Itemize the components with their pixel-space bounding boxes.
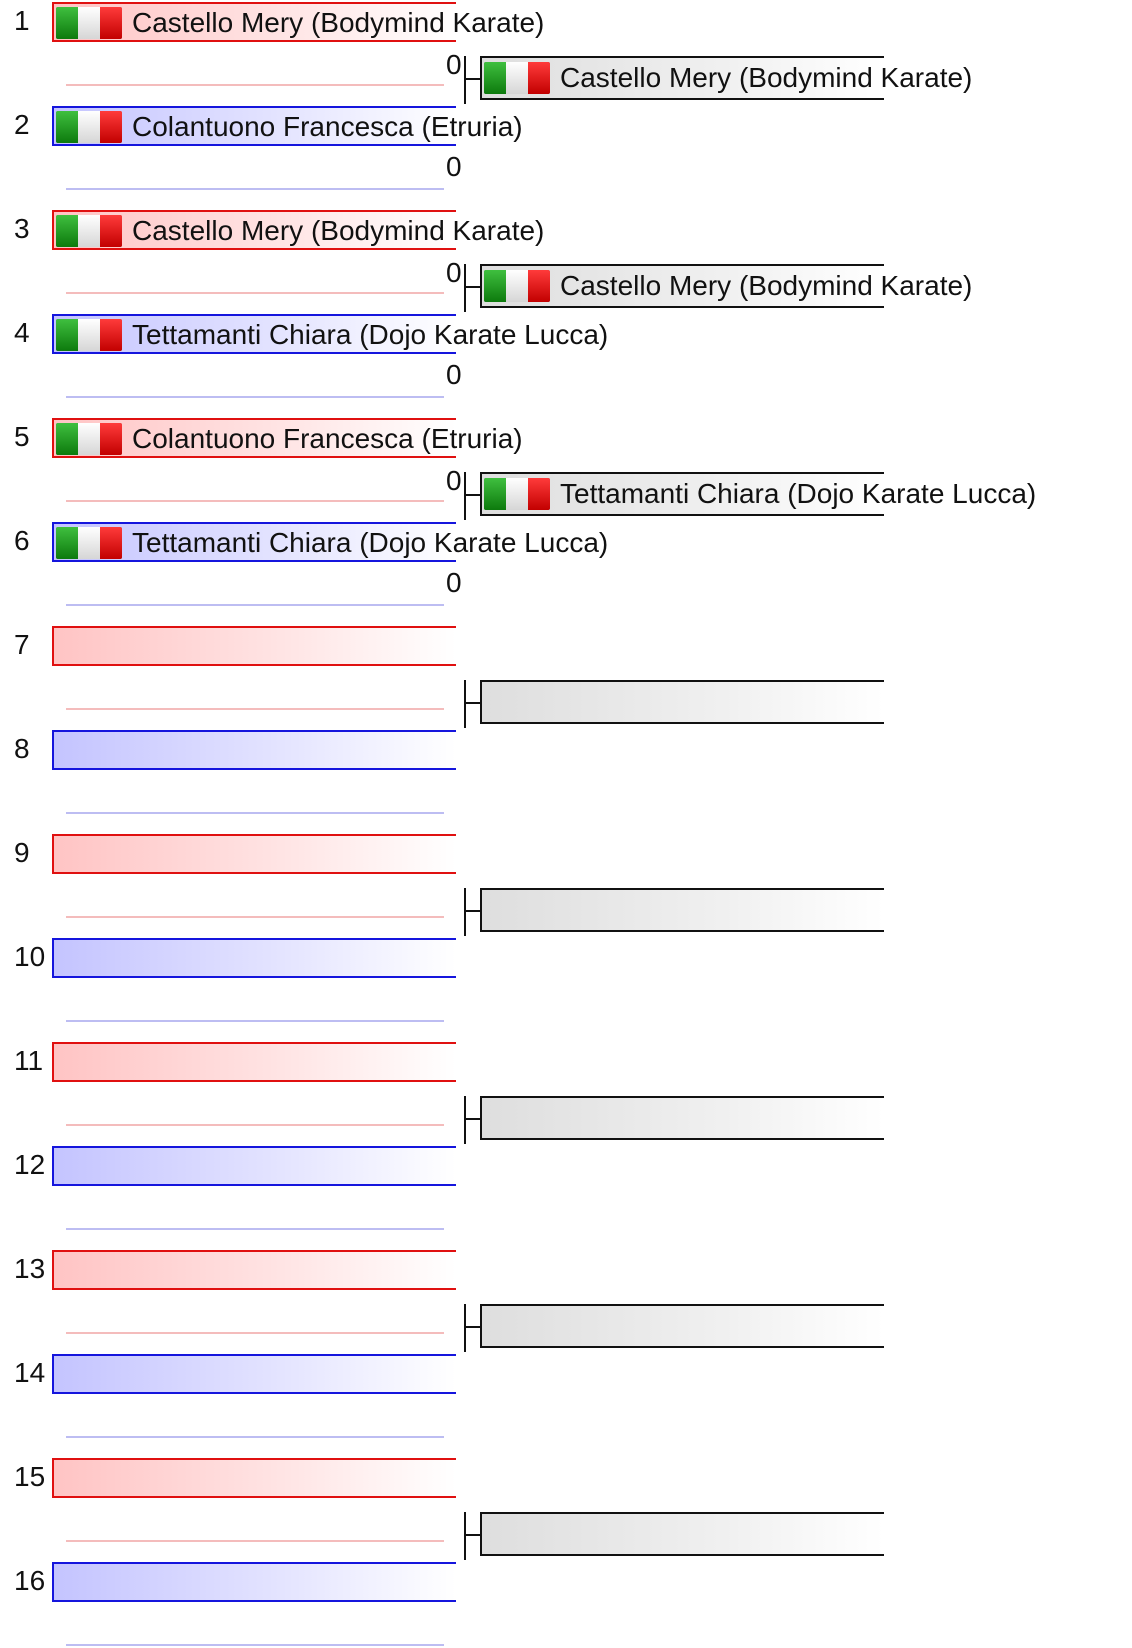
italy-flag-icon [56, 423, 122, 455]
divider [66, 1644, 444, 1646]
divider [66, 1228, 444, 1230]
aka-competitor-slot[interactable] [52, 418, 523, 458]
competitor-name: Colantuono Francesca (Etruria) [132, 111, 523, 142]
divider [66, 1540, 444, 1542]
aka-competitor-slot[interactable] [52, 1458, 456, 1498]
bracket-connector [464, 1512, 466, 1560]
match-winner-slot[interactable] [480, 472, 1037, 516]
ao-competitor-slot[interactable] [52, 730, 456, 770]
italy-flag-icon [56, 319, 122, 351]
bracket-connector-tick [466, 1118, 480, 1120]
bracket-connector [464, 1304, 466, 1352]
divider [66, 1436, 444, 1438]
seed-number: 8 [14, 733, 30, 764]
match-winner-slot[interactable] [480, 680, 884, 724]
aka-competitor-slot[interactable] [52, 210, 545, 250]
ao-competitor-slot[interactable] [52, 938, 456, 978]
seed-number: 10 [14, 941, 46, 972]
seed-number: 5 [14, 421, 30, 452]
match-winner-slot[interactable] [480, 1096, 884, 1140]
divider [66, 500, 444, 502]
ao-competitor-slot[interactable] [52, 314, 609, 354]
aka-competitor-slot[interactable] [52, 626, 456, 666]
bracket-connector-tick [466, 702, 480, 704]
divider [66, 84, 444, 86]
divider [66, 708, 444, 710]
ao-competitor-slot[interactable] [52, 1354, 456, 1394]
seed-number: 12 [14, 1149, 46, 1180]
winner-name: Castello Mery (Bodymind Karate) [560, 62, 973, 93]
seed-number: 11 [14, 1045, 44, 1076]
competitor-name: Tettamanti Chiara (Dojo Karate Lucca) [132, 527, 609, 558]
bracket-connector-tick [466, 1534, 480, 1536]
italy-flag-icon [484, 270, 550, 302]
divider [66, 292, 444, 294]
score-top: 0 [446, 257, 462, 288]
divider [66, 812, 444, 814]
seed-number: 4 [14, 317, 30, 348]
aka-competitor-slot[interactable] [52, 1250, 456, 1290]
score-bottom: 0 [446, 151, 462, 182]
winner-name: Tettamanti Chiara (Dojo Karate Lucca) [560, 478, 1037, 509]
italy-flag-icon [56, 111, 122, 143]
match-winner-slot[interactable] [480, 264, 973, 308]
italy-flag-icon [56, 215, 122, 247]
bracket-connector-tick [466, 910, 480, 912]
bracket-connector-tick [466, 78, 480, 80]
bracket-connector-tick [466, 494, 480, 496]
divider [66, 1124, 444, 1126]
divider [66, 1020, 444, 1022]
seed-number: 15 [14, 1461, 46, 1492]
score-bottom: 0 [446, 359, 462, 390]
score-top: 0 [446, 49, 462, 80]
score-bottom: 0 [446, 567, 462, 598]
seed-number: 14 [14, 1357, 46, 1388]
seed-number: 7 [14, 629, 30, 660]
aka-competitor-slot[interactable] [52, 2, 545, 42]
divider [66, 916, 444, 918]
italy-flag-icon [56, 527, 122, 559]
competitor-name: Tettamanti Chiara (Dojo Karate Lucca) [132, 319, 609, 350]
seed-number: 6 [14, 525, 30, 556]
ao-competitor-slot[interactable] [52, 106, 523, 146]
bracket-connector [464, 264, 466, 312]
italy-flag-icon [484, 62, 550, 94]
divider [66, 396, 444, 398]
competitor-name: Colantuono Francesca (Etruria) [132, 423, 523, 454]
bracket-connector [464, 680, 466, 728]
bracket-connector [464, 472, 466, 520]
ao-competitor-slot[interactable] [52, 1562, 456, 1602]
italy-flag-icon [484, 478, 550, 510]
ao-competitor-slot[interactable] [52, 522, 609, 562]
seed-number: 1 [14, 5, 30, 36]
italy-flag-icon [56, 7, 122, 39]
winner-name: Castello Mery (Bodymind Karate) [560, 270, 973, 301]
bracket-connector-tick [466, 1326, 480, 1328]
bracket-connector [464, 56, 466, 104]
seed-number: 13 [14, 1253, 46, 1284]
bracket-connector [464, 1096, 466, 1144]
aka-competitor-slot[interactable] [52, 1042, 456, 1082]
match-winner-slot[interactable] [480, 1304, 884, 1348]
bracket-connector [464, 888, 466, 936]
competitor-name: Castello Mery (Bodymind Karate) [132, 215, 545, 246]
seed-number: 9 [14, 837, 30, 868]
match-winner-slot[interactable] [480, 1512, 884, 1556]
bracket-connector-tick [466, 286, 480, 288]
score-top: 0 [446, 465, 462, 496]
aka-competitor-slot[interactable] [52, 834, 456, 874]
match-winner-slot[interactable] [480, 56, 973, 100]
seed-number: 3 [14, 213, 30, 244]
divider [66, 604, 444, 606]
seed-number: 16 [14, 1565, 46, 1596]
ao-competitor-slot[interactable] [52, 1146, 456, 1186]
seed-number: 2 [14, 109, 30, 140]
divider [66, 188, 444, 190]
divider [66, 1332, 444, 1334]
competitor-name: Castello Mery (Bodymind Karate) [132, 7, 545, 38]
match-winner-slot[interactable] [480, 888, 884, 932]
